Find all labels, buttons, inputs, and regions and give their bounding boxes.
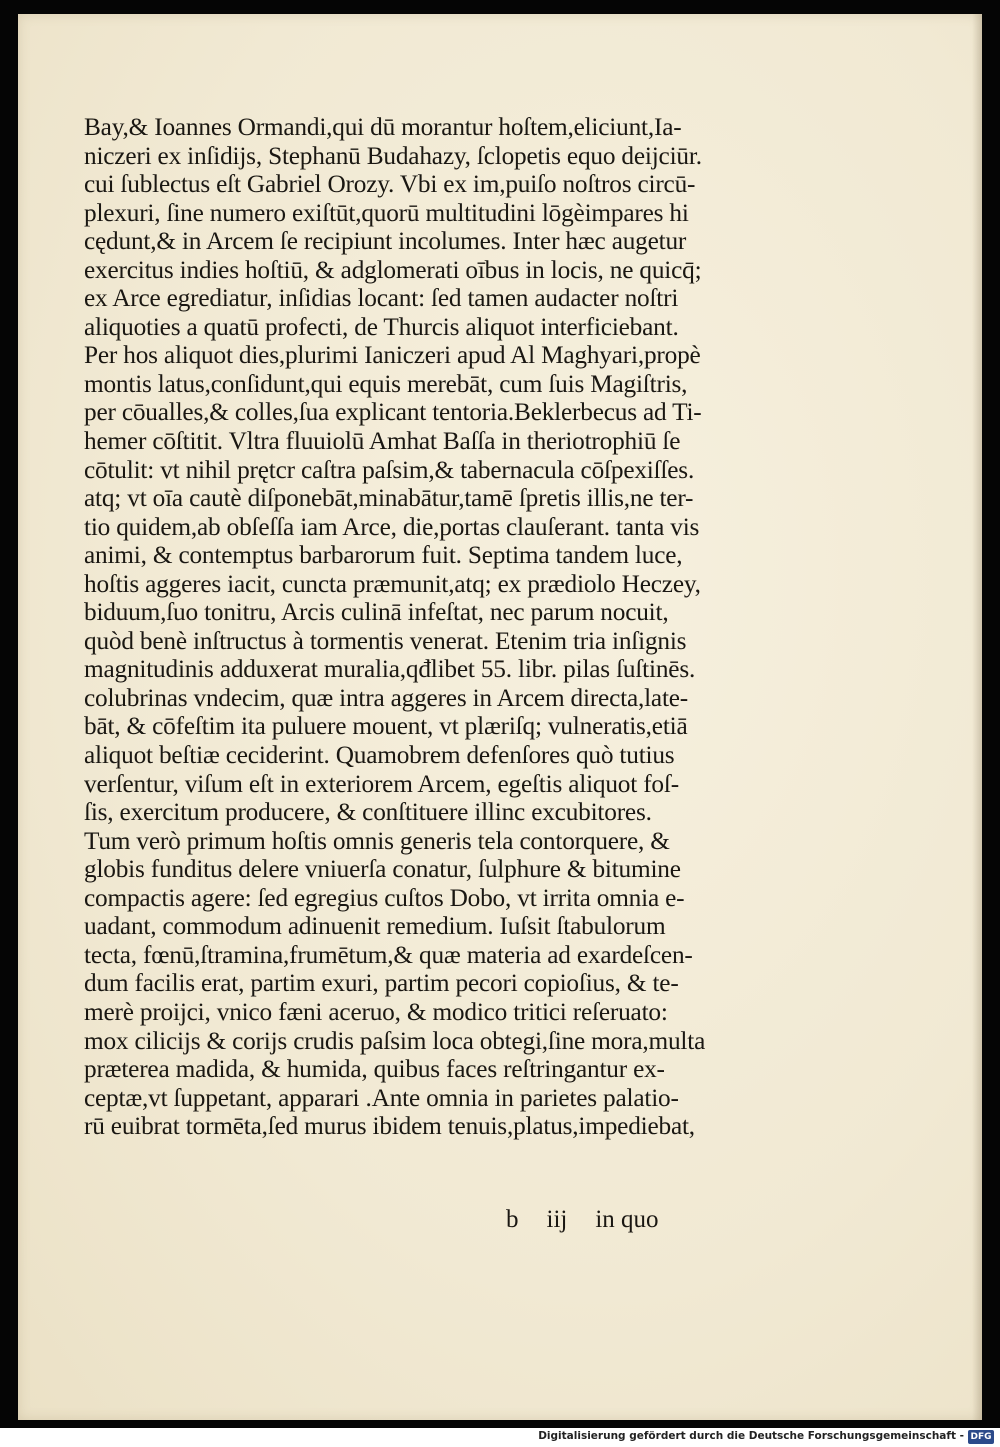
text-line: atq; vt oīa cautè diſponebāt,minabātur,tamē ſpretis illis,ne ter- (84, 484, 694, 513)
text-line: dum facilis erat, partim exuri, partim pecori copioſius, & te- (84, 969, 679, 998)
text-line: hemer cōſtitit. Vltra fluuiolū Amhat Baſſa in theriotrophiū ſe (84, 427, 681, 456)
text-line: aliquoties a quatū profecti, de Thurcis aliquot interficiebant. (84, 312, 679, 341)
text-line: Bay,& Ioannes Ormandi,qui dū morantur hoſtem,eliciunt,Ia- (84, 113, 682, 141)
text-line: montis latus,conſidunt,qui equis merebāt, cum ſuis Magiſtris, (84, 369, 688, 398)
text-line: animi, & contemptus barbarorum fuit. Septima tandem luce, (84, 541, 683, 570)
text-line: verſentur, viſum eſt in exteriorem Arcem, egeſtis aliquot foſ- (84, 769, 679, 798)
text-line: plexuri, ſine numero exiſtūt,quorū multitudini lōgèimpares hi (84, 198, 689, 227)
text-line: Tum verò primum hoſtis omnis generis tela contorquere, & (84, 826, 670, 855)
text-line: cōtulit: vt nihil prętcr caſtra paſsim,& tabernacula cōſpexiſſes. (84, 455, 695, 484)
signature-line (506, 1206, 659, 1234)
text-line: hoſtis aggeres iacit, cuncta præmunit,atq; ex prædiolo Heczey, (84, 569, 701, 598)
text-line: tecta, fœnū,ſtramina,frumētum,& quæ materia ad exardeſcen- (84, 940, 693, 969)
text-line: biduum,ſuo tonitru, Arcis culinā infeſtat, nec parum nocuit, (84, 598, 669, 627)
text-line: ſis, exercitum producere, & conſtituere illinc excubitores. (84, 798, 652, 827)
text-line: magnitudinis adduxerat muralia,qđlibet 55. libr. pilas ſuſtinēs. (84, 655, 696, 684)
body-text (84, 113, 709, 1141)
text-line: globis funditus delere vniuerſa conatur, ſulphure & bitumine (84, 855, 681, 884)
footer-bar (0, 1428, 1000, 1447)
text-line: compactis agere: ſed egregius cuſtos Dobo, vt irrita omnia e- (84, 883, 685, 912)
text-line: quòd benè inſtructus à tormentis venerat. Etenim tria inſignis (84, 626, 687, 655)
funding-notice: Digitalisierung gefördert durch die Deutsche Forschungsgemeinschaft - (538, 1430, 964, 1442)
dfg-logo-icon: DFG (968, 1430, 994, 1444)
text-line: tio quidem,ab obſeſſa iam Arce, die,portas clauſerant. tanta vis (84, 512, 700, 541)
catchword: in quo (595, 1206, 659, 1233)
text-line: præterea madida, & humida, quibus faces reſtringantur ex- (84, 1055, 665, 1084)
text-line: per cōualles,& colles,ſua explicant tentoria.Beklerbecus ad Ti- (84, 398, 702, 427)
text-line: niczeri ex inſidijs, Stephanū Budahazy, ſclopetis equo deijciūr. (84, 141, 702, 170)
text-line: bāt, & cōfeſtim ita puluere mouent, vt plæriſq; vulneratis,etiā (84, 712, 688, 741)
text-line: Per hos aliquot dies,plurimi Ianiczeri apud Al Maghyari,propè (84, 341, 701, 370)
text-line: rū euibrat tormēta,ſed murus ibidem tenuis,platus,impediebat, (84, 1112, 695, 1141)
text-line: exercitus indies hoſtiū, & adglomerati oībus in locis, ne quicq̄; (84, 255, 702, 284)
signature-number: iij (546, 1206, 568, 1233)
text-line: merè proijci, vnico fæni aceruo, & modico tritici reſeruato: (84, 997, 668, 1026)
text-line: colubrinas vndecim, quæ intra aggeres in Arcem directa,late- (84, 683, 689, 712)
page-edge-shadow (972, 14, 982, 1420)
text-line: aliquot beſtiæ ceciderint. Quamobrem defenſores quò tutius (84, 741, 675, 770)
text-line: ceptæ,vt ſuppetant, apparari .Ante omnia in parietes palatio- (84, 1083, 679, 1112)
text-line: cędunt,& in Arcem ſe recipiunt incolumes. Inter hæc augetur (84, 227, 687, 256)
signature-mark: b (506, 1206, 519, 1233)
text-line: uadant, commodum adinuenit remedium. Iuſsit ſtabulorum (84, 912, 666, 941)
text-line: ex Arce egrediatur, inſidias locant: ſed tamen audacter noſtri (84, 284, 679, 313)
text-line: cui ſublectus eſt Gabriel Orozy. Vbi ex im,puiſo noſtros circū- (84, 170, 696, 199)
text-line: mox cilicijs & corijs crudis paſsim loca obtegi,ſine mora,multa (84, 1026, 706, 1055)
